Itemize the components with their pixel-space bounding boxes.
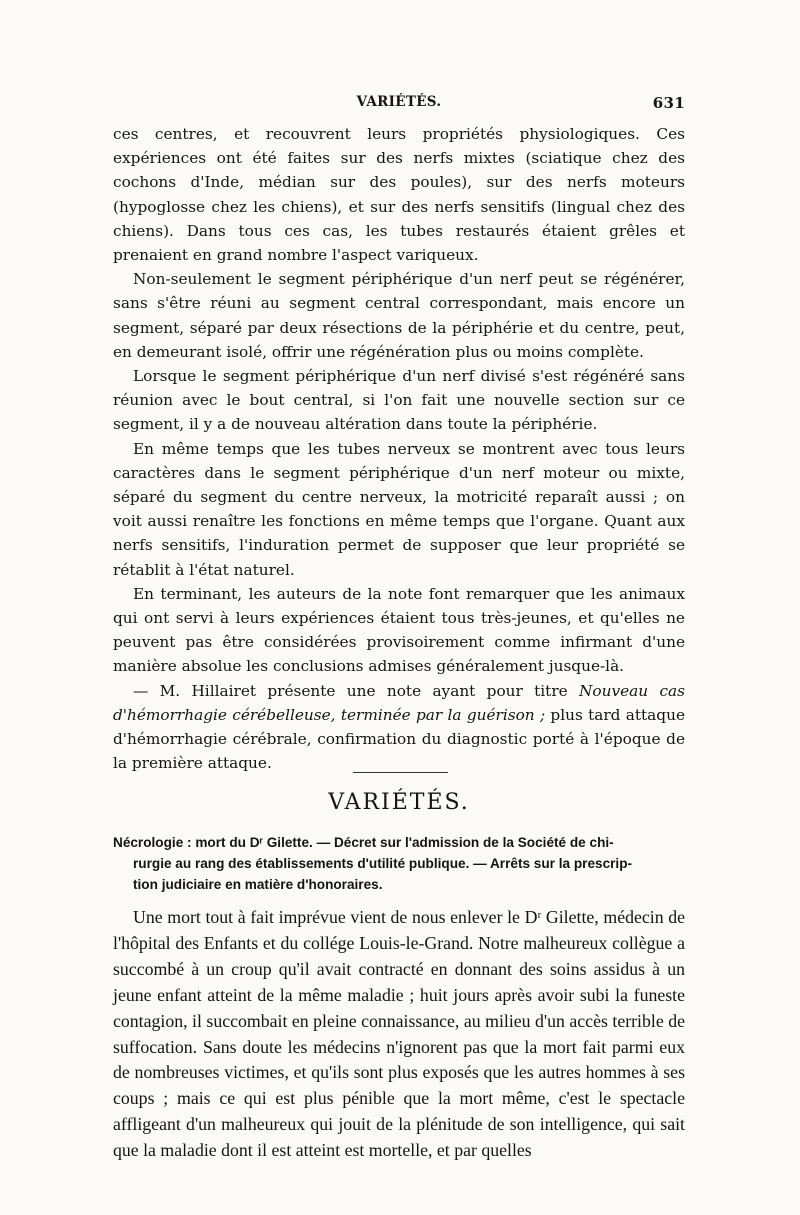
divider-rule [353, 772, 448, 773]
summary-line-3: tion judiciaire en matière d'honoraires. [133, 877, 383, 892]
paragraph-2: Non-seulement le segment périphérique d'un nerf peut se régénérer, sans s'être réuni au segment central correspondant, mais encore un segment, séparé par deux résections de la périphérie et du centre, peut, en demeurant isolé, offrir une régénération plus ou moins complète. [113, 270, 685, 361]
page-number: 631 [652, 94, 685, 112]
summary-line-1: Nécrologie : mort du Dʳ Gilette. — Décret sur l'admission de la Société de chi- [113, 835, 614, 850]
note-intro: — M. Hillairet présente une note ayant pour titre [133, 681, 580, 700]
article-text [113, 905, 685, 1164]
hillairet-note [113, 679, 685, 776]
paragraph-4: En même temps que les tubes nerveux se montrent avec tous leurs caractères dans le segment périphérique d'un nerf moteur ou mixte, séparé du segment du centre nerveux, la motricité reparaît aussi ; on voit aussi renaître les fonctions en même temps que l'organe. Quant aux nerfs sensitifs, l'induration permet de supposer que leur propriété se rétablit à l'état naturel. [113, 439, 685, 579]
running-head [113, 94, 685, 116]
body-text [113, 122, 685, 775]
note-rest: plus tard attaque d'hémorrhagie cérébrale, confirmation du diagnostic porté à l'époque de la première attaque. [113, 705, 685, 773]
summary-line-2: rurgie au rang des établissements d'utilité publique. — Arrêts sur la prescrip- [133, 856, 633, 871]
note-title: Nouveau cas d'hémorrhagie cérébelleuse, terminée par la guérison ; [113, 681, 685, 724]
section-divider [113, 768, 685, 778]
running-title: VARIÉTÉS. [356, 94, 442, 110]
section-heading: VARIÉTÉS. [328, 790, 470, 815]
paragraph-5: En terminant, les auteurs de la note font remarquer que les animaux qui ont servi à leurs expériences étaient tous très-jeunes, et qu'elles ne peuvent pas être considérées provisoirement comme infirmant d'une manière absolue les conclusions admises généralement jusque-là. [113, 584, 685, 676]
paragraph-3: Lorsque le segment périphérique d'un nerf divisé s'est régénéré sans réunion avec le bout central, si l'on fait une nouvelle section sur ce segment, il y a de nouveau altération dans toute la périphérie. [113, 367, 685, 434]
article-paragraph: Une mort tout à fait imprévue vient de nous enlever le Dʳ Gilette, médecin de l'hôpital des Enfants et du collége Louis-le-Grand. Notre malheureux collègue a succombé à un croup qu'il avait contracté en donnant des soins assidus à un jeune enfant atteint de la même maladie ; huit jours après avoir subi la funeste contagion, il succombait en pleine connaissance, au milieu d'un accès terrible de suffocation. Sans doute les médecins n'ignorent pas que la mort fait parmi eux de nombreuses victimes, et qu'ils sont plus exposés que les autres hommes à ses coups ; mais ce qui est plus pénible que la mort même, c'est le spectacle affligeant d'un malheureux qui jouit de la plénitude de son intelligence, qui sait que la maladie dont il est atteint est mortelle, et par quelles [113, 907, 685, 1161]
paragraph-1: ces centres, et recouvrent leurs propriétés physiologiques. Ces expériences ont été faites sur des nerfs mixtes (sciatique chez des cochons d'Inde, médian sur des poules), sur des nerfs moteurs (hypoglosse chez les chiens), et sur des nerfs sensitifs (lingual chez des chiens). Dans tous ces cas, les tubes restaurés étaient grêles et prenaient en grand nombre l'aspect variqueux. [113, 125, 685, 265]
section-summary [113, 832, 685, 895]
